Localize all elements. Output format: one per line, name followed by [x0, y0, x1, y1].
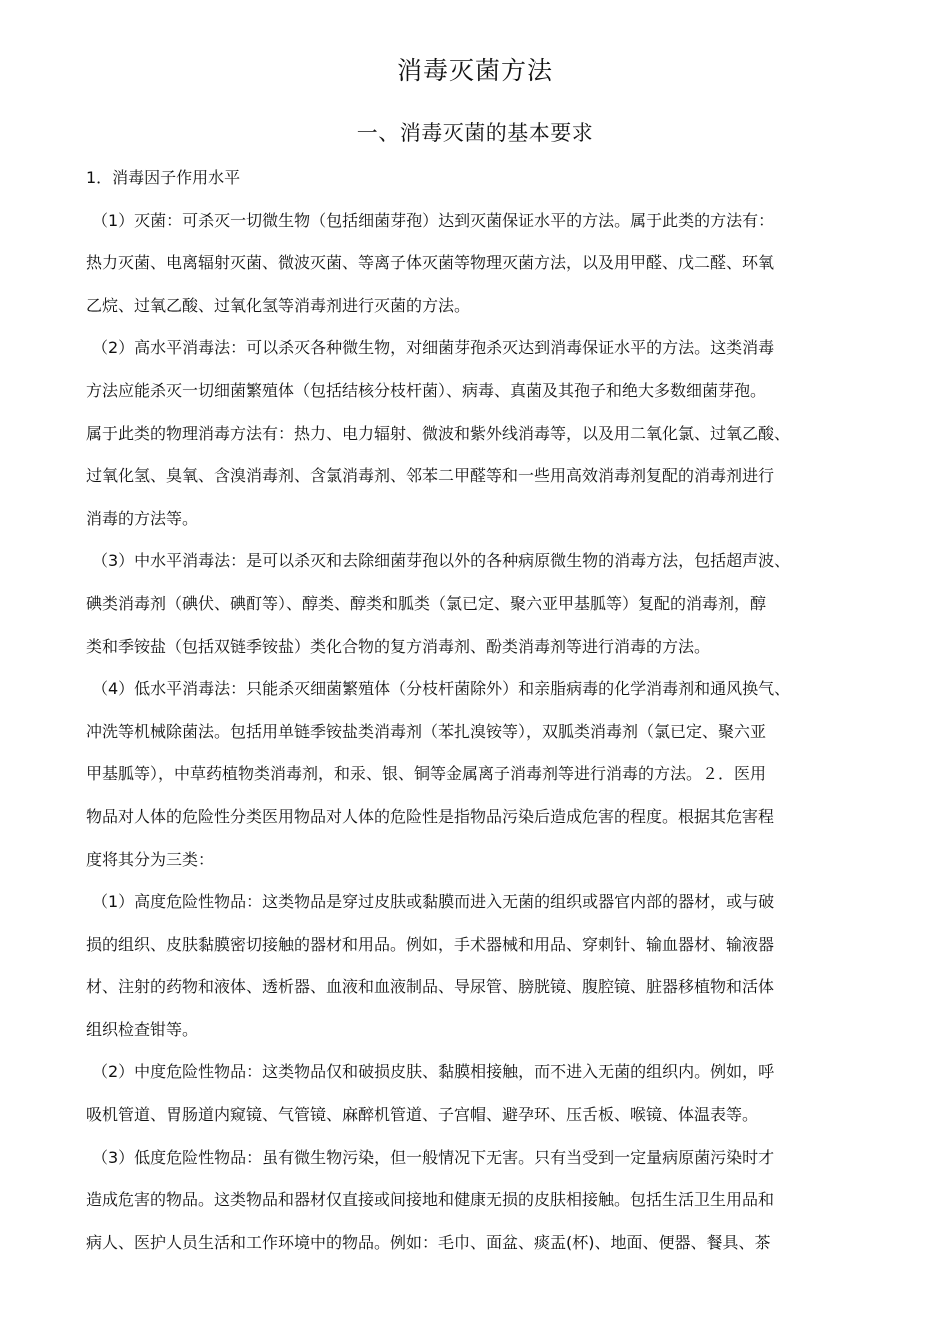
text-line: 碘类消毒剂（碘伏、碘酊等）、醇类、醇类和胍类（氯已定、聚六亚甲基胍等）复配的消毒剂，醇: [86, 593, 767, 613]
text-line: 消毒的方法等。: [86, 508, 199, 528]
text-line: （2）中度危险性物品：这类物品仅和破损皮肤、黏膜相接触，而不进入无菌的组织内。例如，呼: [92, 1062, 775, 1082]
text-line: 材、注射的药物和液体、透析器、血液和血液制品、导尿管、膀胱镜、腹腔镜、脏器移植物和活体: [86, 977, 775, 997]
text-line: 乙烷、过氧乙酸、过氧化氢等消毒剂进行灭菌的方法。: [86, 295, 471, 315]
text-line: 热力灭菌、电离辐射灭菌、微波灭菌、等离子体灭菌等物理灭菌方法，以及用甲醛、戊二醛、环氧: [86, 253, 775, 273]
text-line: （1）高度危险性物品：这类物品是穿过皮肤或黏膜而进入无菌的组织或器官内部的器材，或与破: [92, 892, 775, 912]
text-line: 造成危害的物品。这类物品和器材仅直接或间接地和健康无损的皮肤相接触。包括生活卫生用品和: [86, 1190, 775, 1210]
text-line: 冲洗等机械除菌法。包括用单链季铵盐类消毒剂（苯扎溴铵等），双胍类消毒剂（氯已定、聚六亚: [86, 721, 767, 741]
text-line: （2）高水平消毒法：可以杀灭各种微生物，对细菌芽孢杀灭达到消毒保证水平的方法。这类消毒: [92, 338, 775, 358]
text-line: 病人、医护人员生活和工作环境中的物品。例如：毛巾、面盆、痰盂(杯)、地面、便器、餐具、茶: [86, 1232, 771, 1252]
text-line: 物品对人体的危险性分类医用物品对人体的危险性是指物品污染后造成危害的程度。根据其危害程: [86, 806, 775, 826]
text-line: 属于此类的物理消毒方法有：热力、电力辐射、微波和紫外线消毒等，以及用二氧化氯、过氧乙酸、: [86, 423, 791, 443]
text-line: （3）中水平消毒法：是可以杀灭和去除细菌芽孢以外的各种病原微生物的消毒方法，包括超声波、: [92, 551, 791, 571]
text-line: 吸机管道、胃肠道内窥镜、气管镜、麻醉机管道、子宫帽、避孕环、压舌板、喉镜、体温表等。: [86, 1105, 759, 1125]
text-line: 类和季铵盐（包括双链季铵盐）类化合物的复方消毒剂、酚类消毒剂等进行消毒的方法。: [86, 636, 711, 656]
text-line: 方法应能杀灭一切细菌繁殖体（包括结核分枝杆菌）、病毒、真菌及其孢子和绝大多数细菌芽孢。: [86, 380, 767, 400]
text-line: （3）低度危险性物品：虽有微生物污染，但一般情况下无害。只有当受到一定量病原菌污染时才: [92, 1147, 775, 1167]
text-line: 度将其分为三类：: [86, 849, 215, 869]
text-line: 1．消毒因子作用水平: [86, 168, 241, 187]
text-line: 组织检查钳等。: [86, 1019, 199, 1039]
document-title: 消毒灭菌方法: [396, 56, 553, 85]
section-heading: 一、消毒灭菌的基本要求: [356, 121, 594, 145]
text-line: （1）灭菌：可杀灭一切微生物（包括细菌芽孢）达到灭菌保证水平的方法。属于此类的方法有：: [92, 210, 775, 230]
document-body: [86, 157, 886, 1264]
text-line: 过氧化氢、臭氧、含溴消毒剂、含氯消毒剂、邻苯二甲醛等和一些用高效消毒剂复配的消毒剂进行: [86, 466, 775, 486]
text-line: 损的组织、皮肤黏膜密切接触的器材和用品。例如，手术器械和用品、穿刺针、输血器材、输液器: [86, 934, 775, 954]
text-line: 甲基胍等），中草药植物类消毒剂，和汞、银、铜等金属离子消毒剂等进行消毒的方法。２．医用: [86, 764, 767, 784]
text-line: （4）低水平消毒法：只能杀灭细菌繁殖体（分枝杆菌除外）和亲脂病毒的化学消毒剂和通风换气、: [92, 679, 791, 699]
